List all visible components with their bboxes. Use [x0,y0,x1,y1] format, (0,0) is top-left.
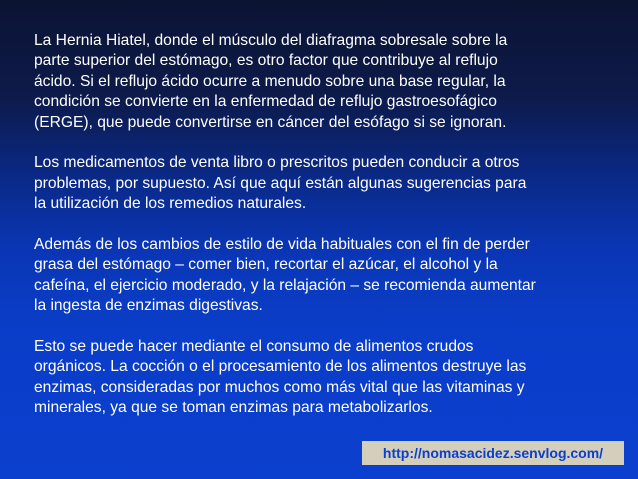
paragraph-medicamentos: Los medicamentos de venta libro o prescritos pueden conducir a otros problemas, por supuesto. Así que aquí están algunas sugerencias para la utilización de los remedios naturales. [34,154,527,213]
source-url-link[interactable]: http://nomasacidez.senvlog.com/ [362,441,624,465]
paragraph-hernia-hiatal: La Hernia Hiatel, donde el músculo del diafragma sobresale sobre la parte superior del estómago, es otro factor que contribuye al reflujo ácido. Si el reflujo ácido ocurre a menudo sobre una base regular, la condición se convierte en la enfermedad de reflujo gastroesofágico (ERGE), que puede convertirse en cáncer del esófago si se ignoran. [34,32,508,131]
slide-body [34,31,624,419]
paragraph-estilo-de-vida: Además de los cambios de estilo de vida habituales con el fin de perder grasa del estómago – comer bien, recortar el azúcar, el alcohol y la cafeína, el ejercicio moderado, y la relajación – se recomienda aumentar la ingesta de enzimas digestivas. [34,236,536,315]
paragraph-alimentos-crudos: Esto se puede hacer mediante el consumo de alimentos crudos orgánicos. La cocción o el procesamiento de los alimentos destruye las enzimas, consideradas por muchos como más vital que las vitaminas y minerales, ya que se toman enzimas para metabolizarlos. [34,338,527,417]
